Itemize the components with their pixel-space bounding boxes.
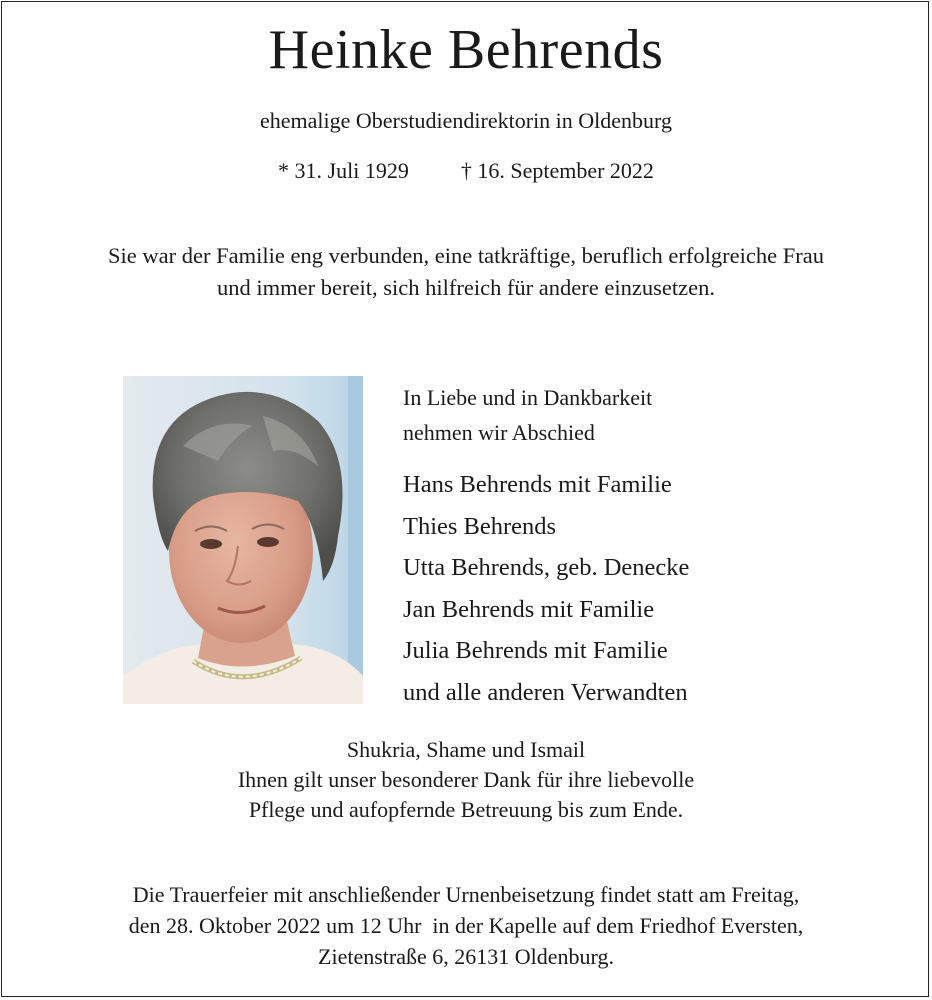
mourner-entry: Thies Behrends <box>403 512 557 540</box>
service-line: Zietenstraße 6, 26131 Oldenburg. <box>318 944 614 969</box>
mourner-entry: Utta Behrends, geb. Denecke <box>403 554 690 581</box>
thanks-text <box>0 735 932 825</box>
tribute-line: Sie war der Familie eng verbunden, eine tatkräftige, beruflich erfolgreiche Frau <box>108 243 824 268</box>
deceased-name: Heinke Behrends <box>268 19 664 81</box>
farewell-line: nehmen wir Abschied <box>403 420 595 445</box>
thanks-line: Shukria, Shame und Ismail <box>346 737 586 762</box>
tribute-line: und immer bereit, sich hilfreich für andere einzusetzen. <box>217 275 715 300</box>
birth-date: * 31. Juli 1929 <box>278 158 409 183</box>
mourner-entry: Hans Behrends mit Familie <box>403 471 672 498</box>
mourner-entry: und alle anderen Verwandten <box>403 678 688 706</box>
thanks-line: Pflege und aufopfernde Betreuung bis zum Ende. <box>248 797 684 822</box>
life-dates <box>0 158 932 184</box>
mourners-list <box>403 464 689 713</box>
deceased-title: ehemalige Oberstudiendirektorin in Oldenburg <box>260 108 672 133</box>
mourner-entry: Julia Behrends mit Familie <box>403 637 668 664</box>
farewell-line: In Liebe und in Dankbarkeit <box>403 385 653 410</box>
farewell-text <box>403 380 652 450</box>
thanks-line: Ihnen gilt unser besonderer Dank für ihre liebevolle <box>237 767 695 792</box>
portrait-photo <box>123 376 363 704</box>
mourner-entry: Jan Behrends mit Familie <box>403 595 655 623</box>
service-line: Die Trauerfeier mit anschließender Urnenbeisetzung findet statt am Freitag, <box>132 882 800 907</box>
tribute-text <box>0 240 932 304</box>
service-info <box>0 879 932 972</box>
death-date: † 16. September 2022 <box>460 158 654 183</box>
portrait-illustration <box>123 376 363 704</box>
service-line: den 28. Oktober 2022 um 12 Uhr in der Kapelle auf dem Friedhof Eversten, <box>128 913 804 938</box>
